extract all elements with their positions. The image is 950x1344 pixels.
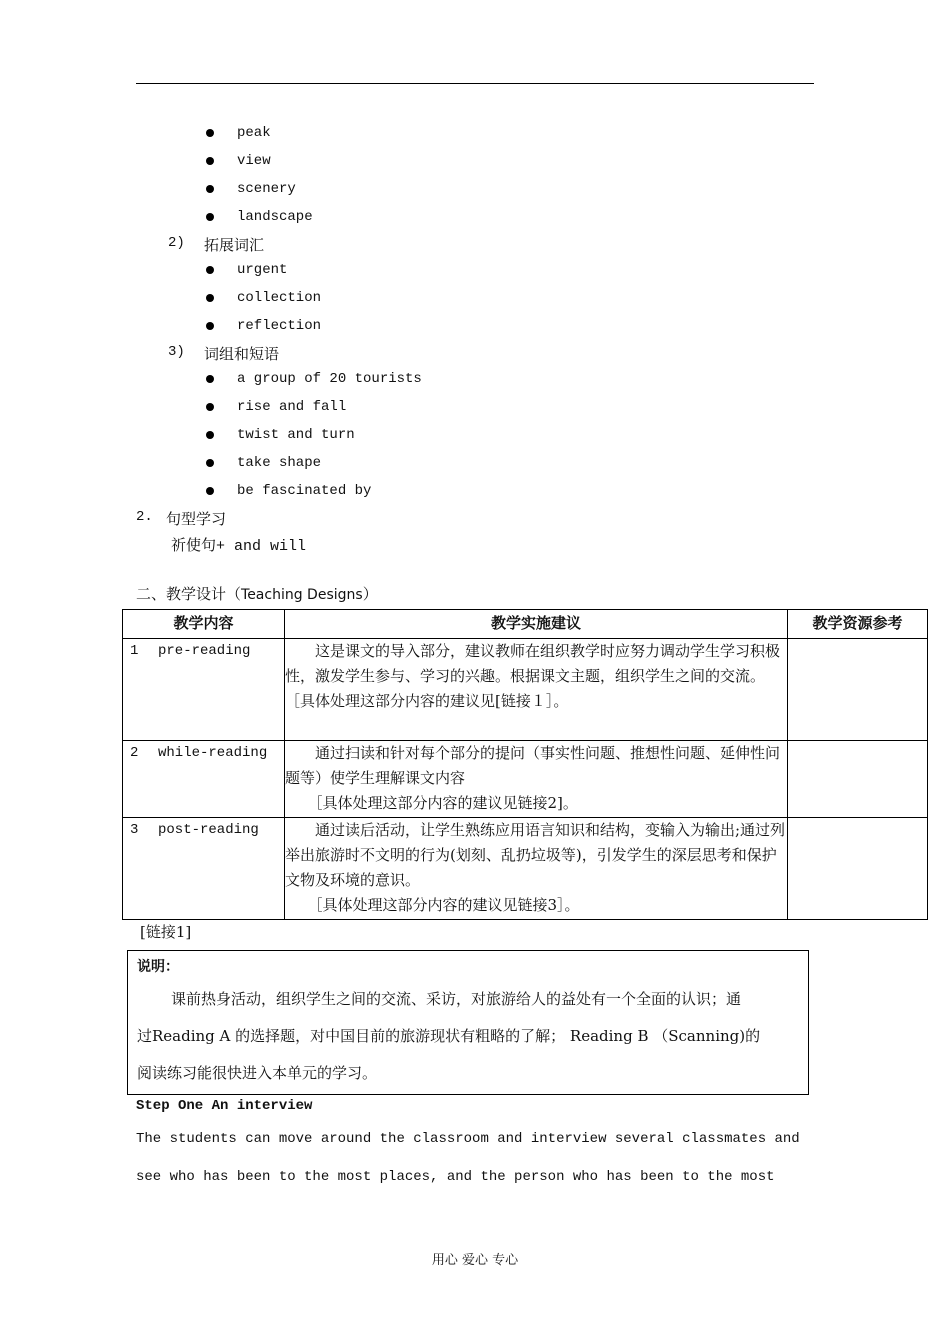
row-suggestion: 通过读后活动，让学生熟练应用语言知识和结构，变输入为输出;通过列举出旅游时不文明的行为(划刻、乱扔垃圾等)，引发学生的深层思考和保护文物及环境的意识。 ［具体处理这部分内容的建议见链接3］。 bbox=[285, 818, 788, 920]
row-number: 2 bbox=[130, 745, 139, 761]
table-row bbox=[123, 639, 928, 741]
bullet-icon bbox=[206, 129, 214, 137]
page-footer: 用心 爱心 专心 bbox=[431, 1253, 519, 1268]
bullet-icon bbox=[206, 322, 214, 330]
table-header: 教学内容 bbox=[123, 610, 285, 639]
row-content: pre-reading bbox=[158, 643, 251, 659]
vocab-item: reflection bbox=[237, 318, 322, 334]
phrase-item: take shape bbox=[237, 455, 322, 471]
phrase-item: a group of 20 tourists bbox=[237, 371, 422, 387]
bullet-icon bbox=[206, 375, 214, 383]
table-row bbox=[123, 741, 928, 818]
sentence-pattern: 祈使句+ and will bbox=[171, 538, 307, 555]
row-number: 1 bbox=[130, 643, 139, 659]
section-title: 拓展词汇 bbox=[204, 236, 265, 254]
header-rule bbox=[136, 83, 814, 84]
row-resource bbox=[788, 741, 928, 818]
row-resource bbox=[788, 639, 928, 741]
row-suggestion: 通过扫读和针对每个部分的提问（事实性问题、推想性问题、延伸性问题等）使学生理解课文内容 ［具体处理这部分内容的建议见链接2]。 bbox=[285, 741, 788, 818]
section-title: 句型学习 bbox=[166, 510, 227, 528]
note-box bbox=[127, 950, 809, 1095]
design-heading: 二、教学设计（Teaching Designs） bbox=[136, 585, 378, 603]
table-header: 教学实施建议 bbox=[285, 610, 788, 639]
bullet-icon bbox=[206, 487, 214, 495]
bullet-icon bbox=[206, 294, 214, 302]
teaching-design-table bbox=[122, 609, 928, 920]
note-line: 过Reading A 的选择题，对中国目前的旅游现状有粗略的了解； Reading B （Scanning)的 bbox=[137, 1027, 761, 1045]
phrase-item: rise and fall bbox=[237, 399, 347, 415]
phrase-item: twist and turn bbox=[237, 427, 355, 443]
vocab-item: collection bbox=[237, 290, 322, 306]
section-number: 3) bbox=[168, 344, 185, 360]
row-content: while-reading bbox=[158, 745, 268, 761]
vocab-item: urgent bbox=[237, 262, 288, 278]
row-content: post-reading bbox=[158, 822, 259, 838]
step-title: Step One An interview bbox=[136, 1098, 313, 1114]
section-number: 2) bbox=[168, 235, 185, 251]
bullet-icon bbox=[206, 213, 214, 221]
link-label: [链接1] bbox=[140, 923, 192, 941]
section-number: 2. bbox=[136, 509, 153, 525]
table-header: 教学资源参考 bbox=[788, 610, 928, 639]
phrase-item: be fascinated by bbox=[237, 483, 372, 499]
bullet-icon bbox=[206, 403, 214, 411]
table-header-row bbox=[123, 610, 928, 639]
step-text: The students can move around the classroom and interview several classmates and bbox=[136, 1131, 800, 1147]
bullet-icon bbox=[206, 266, 214, 274]
table-row bbox=[123, 818, 928, 920]
vocab-item: view bbox=[237, 153, 271, 169]
bullet-icon bbox=[206, 459, 214, 467]
row-suggestion: 这是课文的导入部分，建议教师在组织教学时应努力调动学生学习积极性，激发学生参与、学习的兴趣。根据课文主题，组织学生之间的交流。 ［具体处理这部分内容的建议见[链接１］。 bbox=[285, 639, 788, 741]
note-title: 说明： bbox=[137, 959, 179, 975]
bullet-icon bbox=[206, 185, 214, 193]
note-line: 课前热身活动，组织学生之间的交流、采访，对旅游给人的益处有一个全面的认识；通 bbox=[171, 990, 742, 1008]
vocab-item: scenery bbox=[237, 181, 296, 197]
note-line: 阅读练习能很快进入本单元的学习。 bbox=[137, 1064, 378, 1082]
bullet-icon bbox=[206, 431, 214, 439]
row-number: 3 bbox=[130, 822, 139, 838]
step-text: see who has been to the most places, and the person who has been to the most bbox=[136, 1169, 775, 1185]
section-title: 词组和短语 bbox=[204, 345, 280, 363]
vocab-item: peak bbox=[237, 125, 271, 141]
vocab-item: landscape bbox=[237, 209, 313, 225]
row-resource bbox=[788, 818, 928, 920]
bullet-icon bbox=[206, 157, 214, 165]
